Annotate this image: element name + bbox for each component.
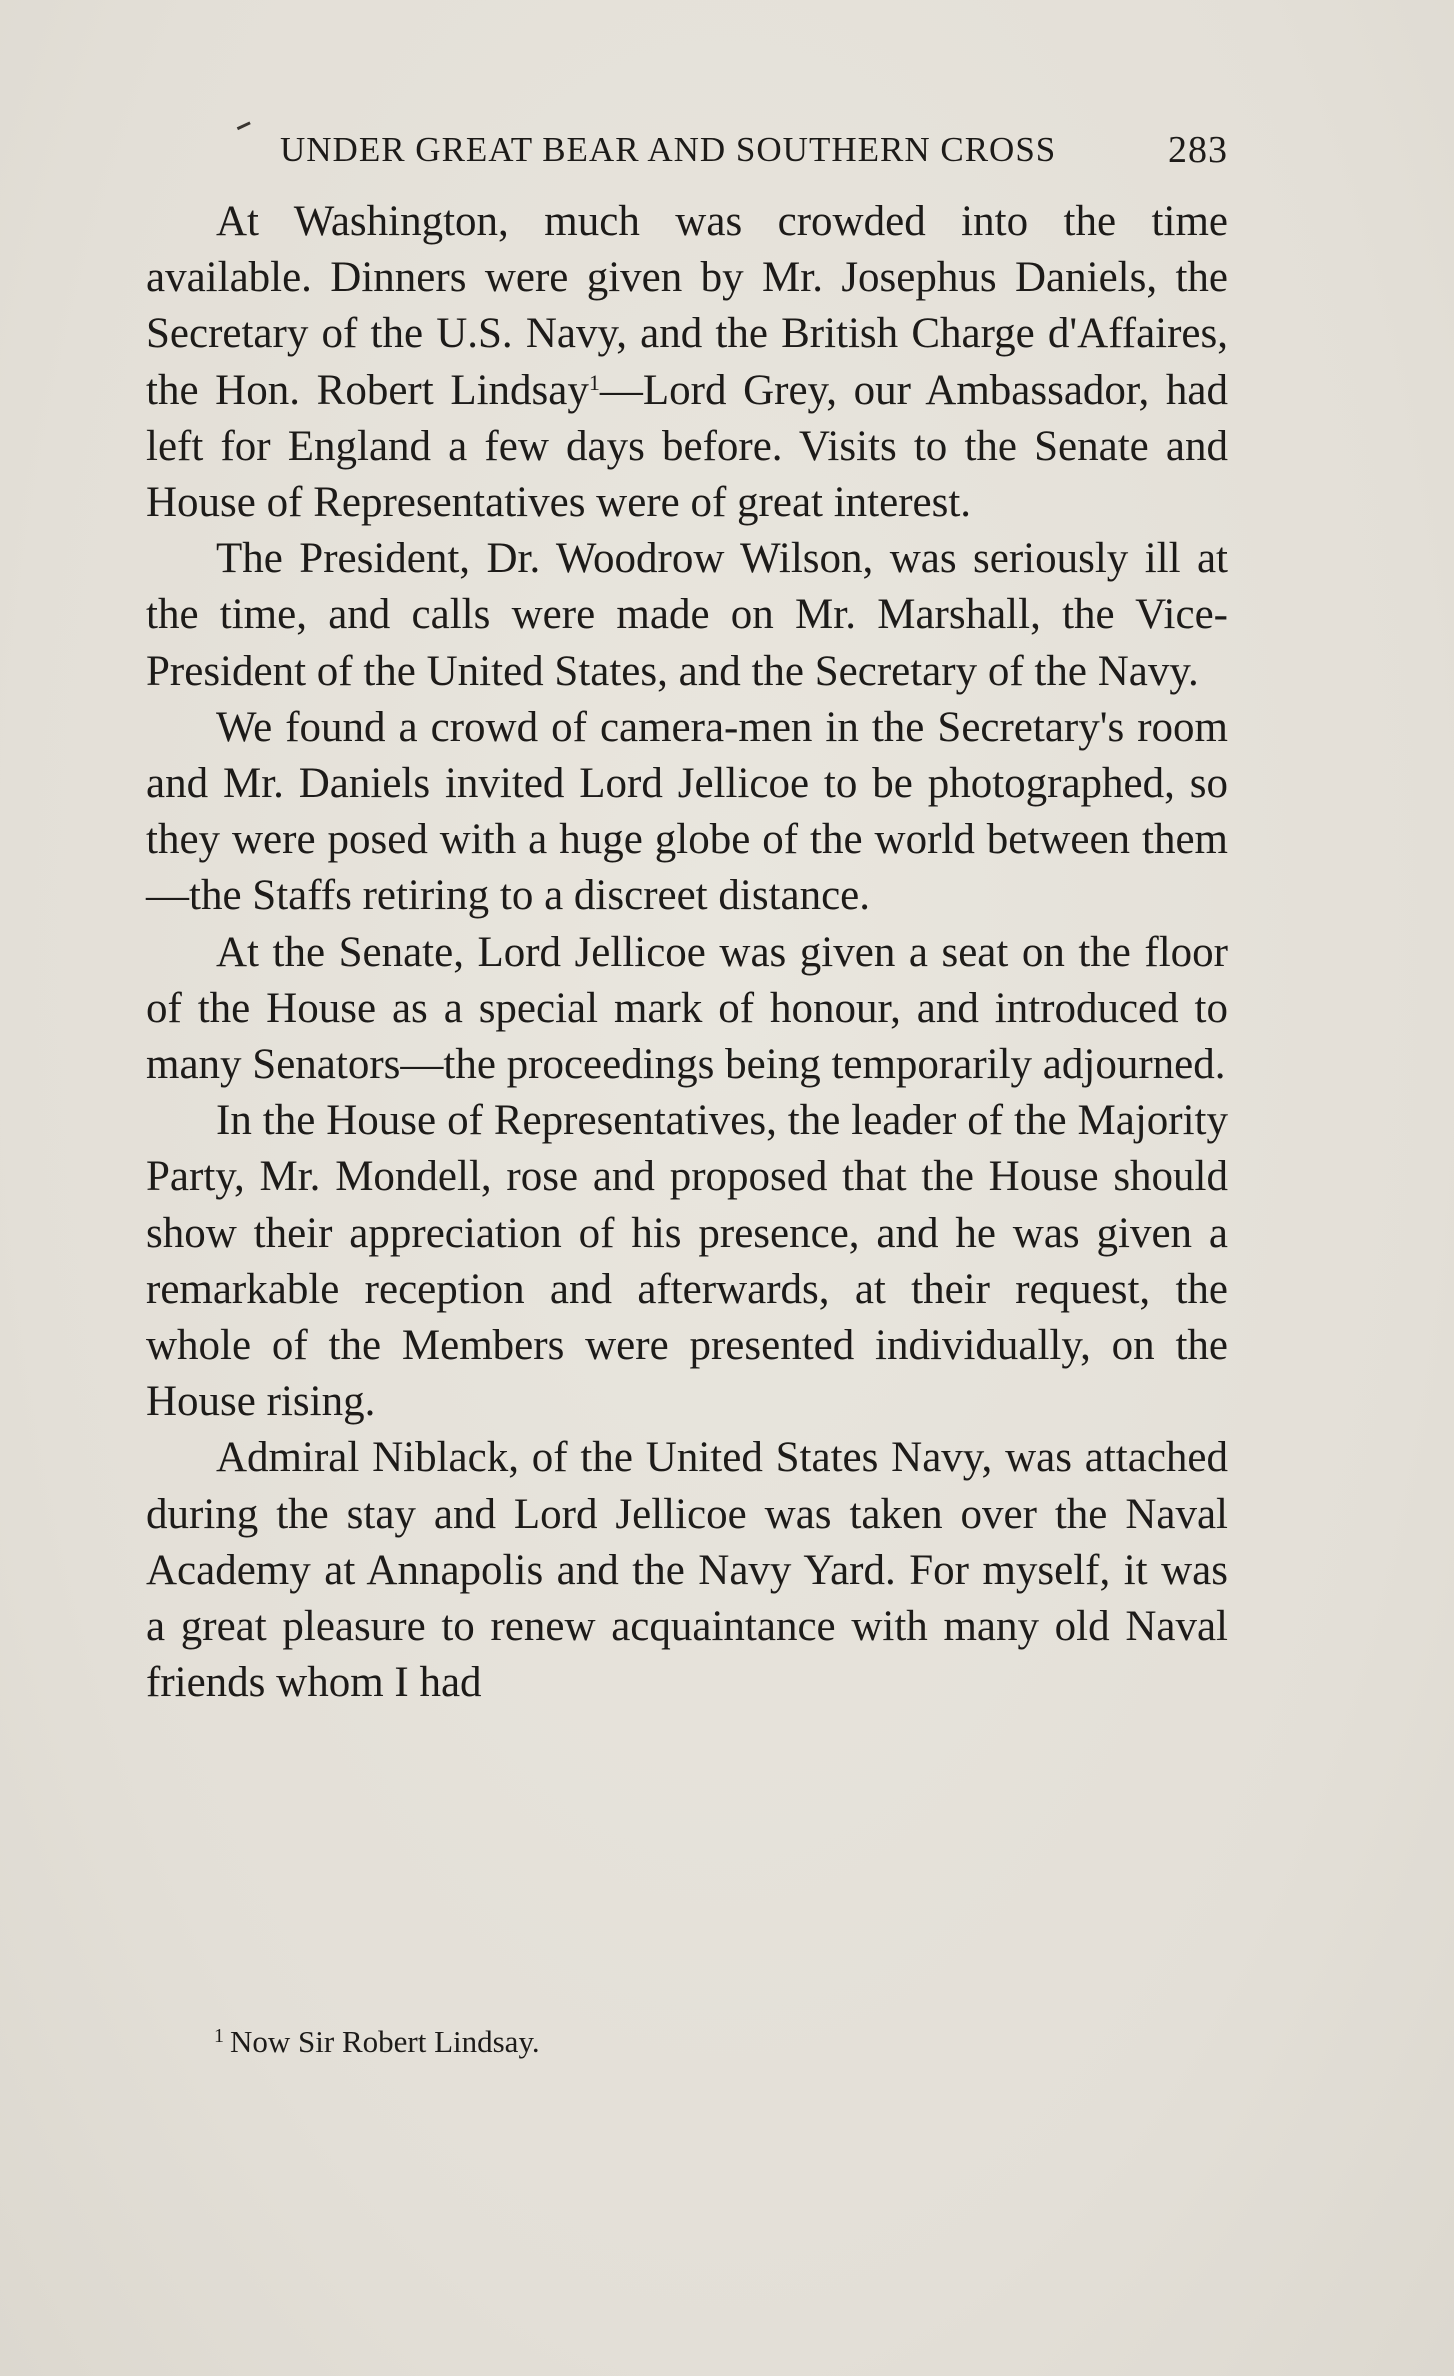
paragraph-1-continued: —Lord Grey, our Ambassador, had left for England a few days before. Visits to the Senate and House of Representatives were of great interest. [146, 366, 1228, 527]
running-head [146, 124, 1228, 174]
footnote-reference: 1 [588, 369, 600, 395]
footnote-number: 1 [214, 2025, 224, 2047]
footnote [214, 2016, 540, 2062]
paragraph-2: The President, Dr. Woodrow Wilson, was seriously ill at the time, and calls were made on Mr. Marshall, the Vice-President of the United States, and the Secretary of the Navy. [146, 535, 1228, 695]
paragraph-1 [146, 194, 1228, 531]
running-head-title: UNDER GREAT BEAR AND SOUTHERN CROSS [280, 130, 1057, 169]
paragraph-3: We found a crowd of camera-men in the Secretary's room and Mr. Daniels invited Lord Jellicoe to be photographed, so they were posed with a huge globe of the world between them—the Staffs retiring to a discreet distance. [146, 703, 1228, 920]
paragraph-4: At the Senate, Lord Jellicoe was given a seat on the floor of the House as a special mark of honour, and introduced to many Senators—the proceedings being temporarily adjourned. [146, 928, 1228, 1089]
paragraph-6: Admiral Niblack, of the United States Navy, was attached during the stay and Lord Jellicoe was taken over the Naval Academy at Annapolis and the Navy Yard. For myself, it was a great pleasure to renew acquaintance with many old Naval friends whom I had [146, 1434, 1228, 1707]
paragraph-5: In the House of Representatives, the leader of the Majority Party, Mr. Mondell, rose and proposed that the House should show their appreciation of his presence, and he was given a remarkable reception and afterwards, at their request, the whole of the Members were presented individually, on the House rising. [146, 1097, 1228, 1426]
page-number: 283 [1168, 129, 1228, 171]
body-text [146, 194, 1228, 1711]
footnote-text: Now Sir Robert Lindsay. [230, 2024, 540, 2059]
paragraph-1-text: At Washington, much was crowded into the time available. Dinners were given by Mr. Josephus Daniels, the Secretary of the U.S. Navy, and the British Charge d'Affaires, the Hon. Robert Lindsay [146, 198, 1228, 414]
